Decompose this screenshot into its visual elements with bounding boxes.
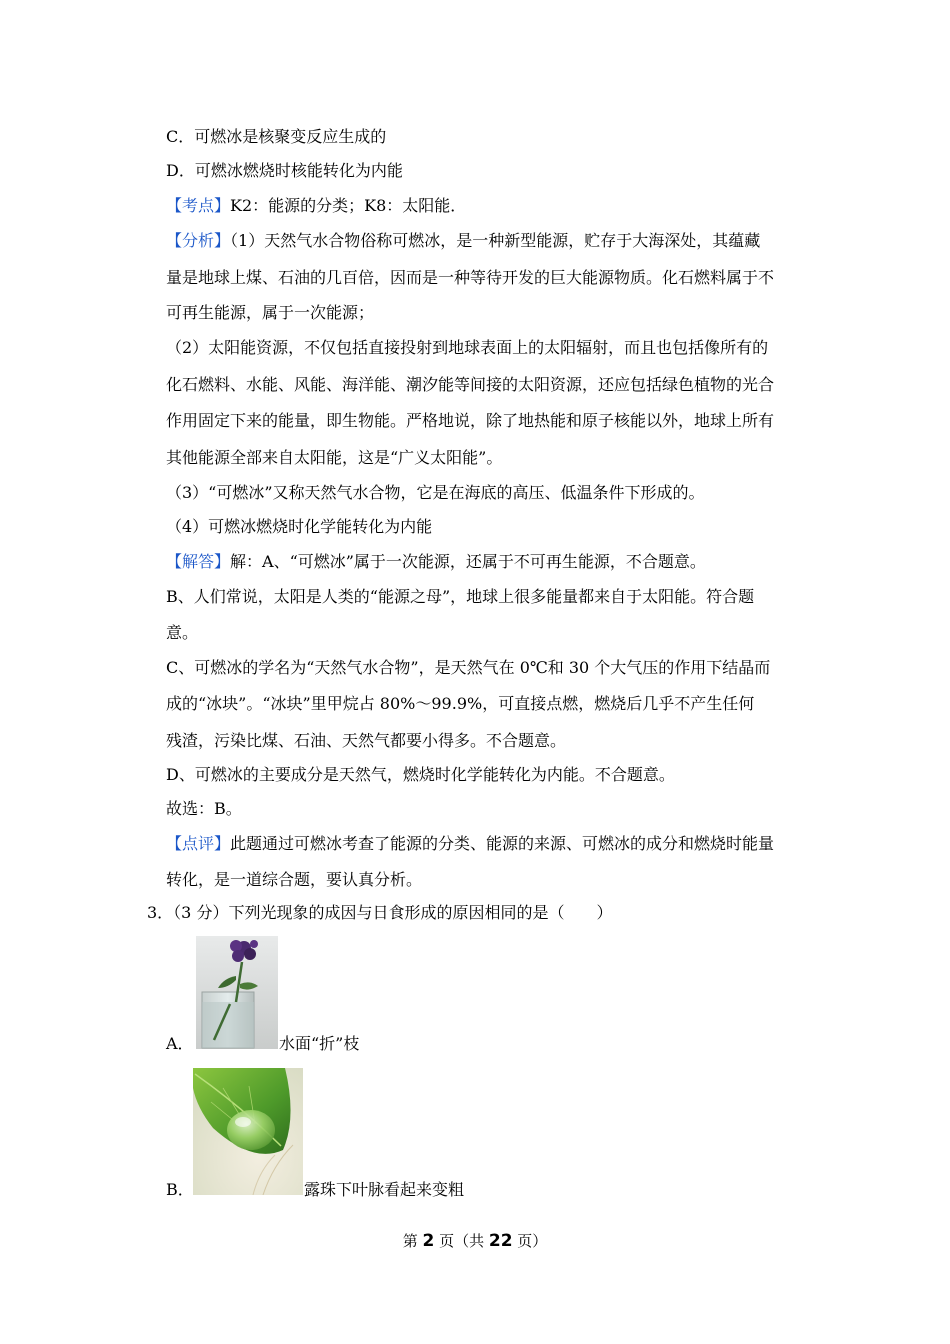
jieda-line-3: C、可燃冰的学名为“天然气水合物”，是天然气在 0℃和 30 个大气压的作用下结晶而 xyxy=(166,658,771,677)
fenxi-line-1: 量是地球上煤、石油的几百倍，因而是一种等待开发的巨大能源物质。化石燃料属于不 xyxy=(166,268,775,287)
jieda-line-4: 成的“冰块”。“冰块”里甲烷占 80%～99.9%，可直接点燃，燃烧后几乎不产生任何 xyxy=(166,694,755,713)
option-a-letter: A． xyxy=(166,1034,194,1053)
footer-prefix: 第 xyxy=(402,1232,423,1250)
dianping-tag: 【点评】 xyxy=(166,834,231,853)
jieda-line-5: 残渣，污染比煤、石油、天然气都要小得多。不合题意。 xyxy=(166,731,567,750)
kaodian-line xyxy=(166,196,466,216)
fenxi-line-0 xyxy=(166,231,760,251)
dewdrop-leaf-image xyxy=(193,1068,303,1195)
fenxi-line-4: 化石燃料、水能、风能、海洋能、潮汐能等间接的太阳资源，还应包括绿色植物的光合 xyxy=(166,375,775,394)
kaodian-tag: 【考点】 xyxy=(166,196,231,215)
flower-in-water-image xyxy=(196,936,278,1049)
dianping-line-0 xyxy=(166,834,774,854)
footer-suffix: 页） xyxy=(512,1232,548,1250)
jieda-line-0 xyxy=(166,552,706,572)
fenxi-line-7: （3）“可燃冰”又称天然气水合物，它是在海底的高压、低温条件下形成的。 xyxy=(166,483,705,502)
kaodian-text: K2：能源的分类；K8：太阳能． xyxy=(230,196,467,215)
footer-mid: 页（共 xyxy=(434,1232,489,1250)
question3-stem: 3．（3 分）下列光现象的成因与日食形成的原因相同的是（ ） xyxy=(147,903,613,922)
option-b-letter: B． xyxy=(166,1180,194,1199)
footer-page-number: 2 xyxy=(422,1231,435,1251)
option-b-caption: 露珠下叶脉看起来变粗 xyxy=(304,1180,465,1199)
fenxi-tag: 【分析】 xyxy=(166,231,231,250)
jieda-line-7: 故选：B。 xyxy=(166,799,242,818)
dianping-line-1: 转化，是一道综合题，要认真分析。 xyxy=(166,870,423,889)
jieda-tag: 【解答】 xyxy=(166,552,231,571)
fenxi-line-2: 可再生能源，属于一次能源； xyxy=(166,303,375,322)
fenxi-text: （1）天然气水合物俗称可燃冰，是一种新型能源，贮存于大海深处，其蕴藏 xyxy=(230,231,761,250)
fenxi-line-5: 作用固定下来的能量，即生物能。严格地说，除了地热能和原子核能以外，地球上所有 xyxy=(166,411,775,430)
option-d: D．可燃冰燃烧时核能转化为内能 xyxy=(166,161,403,180)
jieda-text: 解：A、“可燃冰”属于一次能源，还属于不可再生能源，不合题意。 xyxy=(230,552,706,571)
dianping-text: 此题通过可燃冰考查了能源的分类、能源的来源、可燃冰的成分和燃烧时能量 xyxy=(230,834,775,853)
fenxi-line-8: （4）可燃冰燃烧时化学能转化为内能 xyxy=(166,517,433,536)
page-footer xyxy=(0,1230,950,1251)
jieda-line-2: 意。 xyxy=(166,623,199,642)
jieda-line-1: B、人们常说，太阳是人类的“能源之母”，地球上很多能量都来自于太阳能。符合题 xyxy=(166,587,755,606)
option-a-caption: 水面“折”枝 xyxy=(279,1034,360,1053)
fenxi-line-6: 其他能源全部来自太阳能，这是“广义太阳能”。 xyxy=(166,448,503,467)
fenxi-line-3: （2）太阳能资源，不仅包括直接投射到地球表面上的太阳辐射，而且也包括像所有的 xyxy=(166,338,769,357)
footer-total-pages: 22 xyxy=(488,1231,513,1251)
option-c: C．可燃冰是核聚变反应生成的 xyxy=(166,127,387,146)
jieda-line-6: D、可燃冰的主要成分是天然气，燃烧时化学能转化为内能。不合题意。 xyxy=(166,765,675,784)
